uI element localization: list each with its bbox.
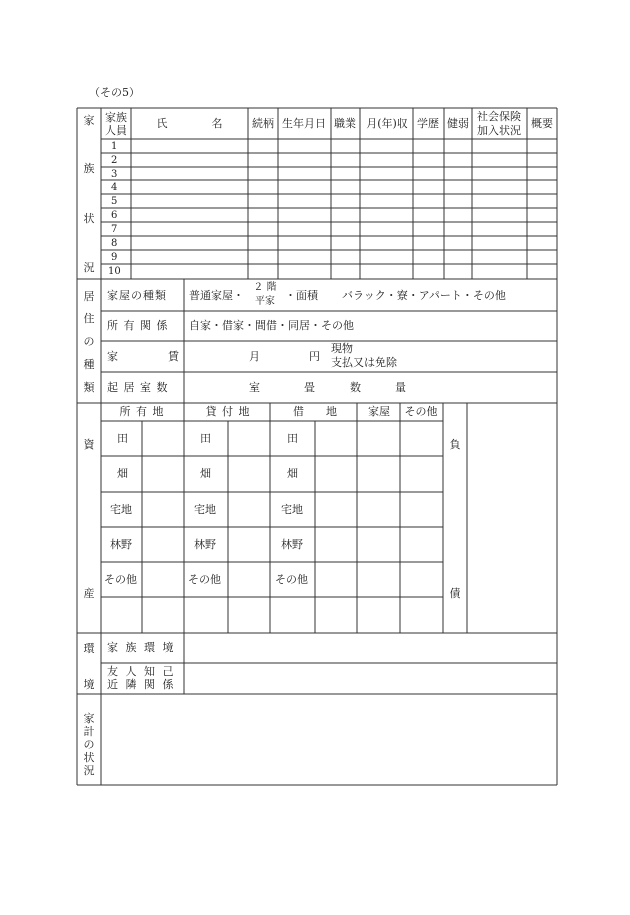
mats-2: 数 <box>350 381 361 394</box>
family-environment-field[interactable] <box>184 633 557 663</box>
header-health: 健弱 <box>447 117 469 130</box>
row-number: 5 <box>111 196 118 207</box>
row-number: 1 <box>111 141 118 152</box>
label-household-2: 計 <box>83 725 95 738</box>
header-occupation: 職業 <box>334 117 356 130</box>
leased-paddy: 田 <box>287 432 298 445</box>
housing-type-option1: 普通家屋・ <box>189 289 244 302</box>
family-name-entries[interactable] <box>131 139 248 279</box>
leased-forest: 林野 <box>281 538 303 551</box>
mats-3: 量 <box>395 381 406 394</box>
ownership-value: 自家・借家・間借・同居・その他 <box>189 319 354 332</box>
assets-header-owned: 所 有 地 <box>119 405 165 418</box>
assets-header-lent: 貸 付 地 <box>205 405 251 418</box>
label-environment-1: 環 <box>83 642 95 655</box>
header-name-1: 氏 <box>156 117 168 130</box>
row-number: 6 <box>111 210 118 221</box>
env-family: 家 族 環 境 <box>107 641 176 654</box>
leased-other: その他 <box>275 573 308 586</box>
rent-month: 月 <box>249 350 260 363</box>
owned-forest: 林野 <box>110 538 132 551</box>
header-members-line1: 家族 <box>105 111 127 124</box>
leased-field: 畑 <box>287 467 298 480</box>
housing-floor-top: ２ 階 <box>253 282 277 293</box>
row-number: 2 <box>111 155 118 166</box>
label-household <box>82 712 96 777</box>
row-number: 10 <box>108 266 121 277</box>
housing-floor-bottom: 平家 <box>255 296 275 307</box>
header-name-2: 名 <box>211 117 223 130</box>
label-family-2: 族 <box>83 162 95 175</box>
housing-type-other: バラック・寮・アパート・その他 <box>342 289 506 302</box>
row-number: 4 <box>111 182 118 193</box>
assets-header-leased-1: 借 <box>293 405 304 418</box>
label-environment-2: 境 <box>83 678 95 691</box>
lent-field: 畑 <box>200 467 211 480</box>
label-housing-5: 類 <box>83 381 95 394</box>
label-household-5: 況 <box>83 764 95 777</box>
label-household-1: 家 <box>83 712 95 725</box>
lent-other: その他 <box>188 573 221 586</box>
row-number: 9 <box>111 252 118 263</box>
leased-residential: 宅地 <box>281 503 303 516</box>
label-housing-4: 種 <box>83 358 95 371</box>
label-household-4: 状 <box>83 751 95 764</box>
header-insurance-line2: 加入状況 <box>477 124 521 137</box>
label-liabilities-1: 負 <box>449 438 461 451</box>
label-household-3: の <box>83 738 95 751</box>
rent-label-2: 賃 <box>168 350 179 363</box>
housing-area: ・面積 <box>285 289 318 302</box>
mats-1: 畳 <box>304 381 315 394</box>
lent-paddy: 田 <box>200 432 211 445</box>
row-number: 3 <box>111 169 118 180</box>
owned-paddy: 田 <box>117 432 128 445</box>
rent-note2: 支払又は免除 <box>331 356 397 369</box>
header-members-line2: 人員 <box>105 124 127 137</box>
env-friends-line2: 近 隣 関 係 <box>107 678 176 691</box>
label-housing-1: 居 <box>83 290 95 303</box>
label-assets-1: 資 <box>83 438 95 451</box>
owned-field: 畑 <box>117 467 128 480</box>
row-number: 7 <box>111 224 118 235</box>
label-housing-2: 住 <box>83 312 95 325</box>
friends-neighbors-field[interactable] <box>184 663 557 694</box>
env-friends-line1: 友 人 知 己 <box>107 665 176 678</box>
rent-label-1: 家 <box>107 350 118 363</box>
header-summary: 概要 <box>531 117 553 130</box>
lent-residential: 宅地 <box>194 503 216 516</box>
label-family-1: 家 <box>83 114 95 127</box>
label-housing-3: の <box>83 335 95 348</box>
header-birth: 生年月日 <box>282 117 326 130</box>
ownership-label: 所 有 関 係 <box>107 319 169 332</box>
page-caption: （その5） <box>89 86 140 99</box>
label-assets-2: 産 <box>83 587 95 600</box>
label-liabilities-2: 債 <box>449 587 461 600</box>
owned-residential: 宅地 <box>110 503 132 516</box>
assets-header-house: 家屋 <box>368 405 390 418</box>
row-number: 8 <box>111 238 118 249</box>
liabilities-field[interactable] <box>467 403 557 633</box>
header-income: 月(年)収 <box>366 117 408 130</box>
rooms-label: 起 居 室 数 <box>107 381 169 394</box>
owned-other: その他 <box>104 573 137 586</box>
rent-yen: 円 <box>309 350 320 363</box>
label-family-3: 状 <box>83 212 95 225</box>
assets-header-other: その他 <box>404 405 438 418</box>
header-insurance-line1: 社会保険 <box>477 110 521 123</box>
housing-type-label: 家屋の種類 <box>107 289 167 302</box>
header-education: 学歴 <box>417 117 439 130</box>
header-relation: 続柄 <box>252 117 274 130</box>
label-family-4: 況 <box>83 261 95 274</box>
rooms-unit: 室 <box>249 381 260 394</box>
household-finances-field[interactable] <box>101 694 557 785</box>
rent-note1: 現物 <box>331 342 353 355</box>
lent-forest: 林野 <box>194 538 216 551</box>
assets-header-leased-2: 地 <box>326 405 337 418</box>
